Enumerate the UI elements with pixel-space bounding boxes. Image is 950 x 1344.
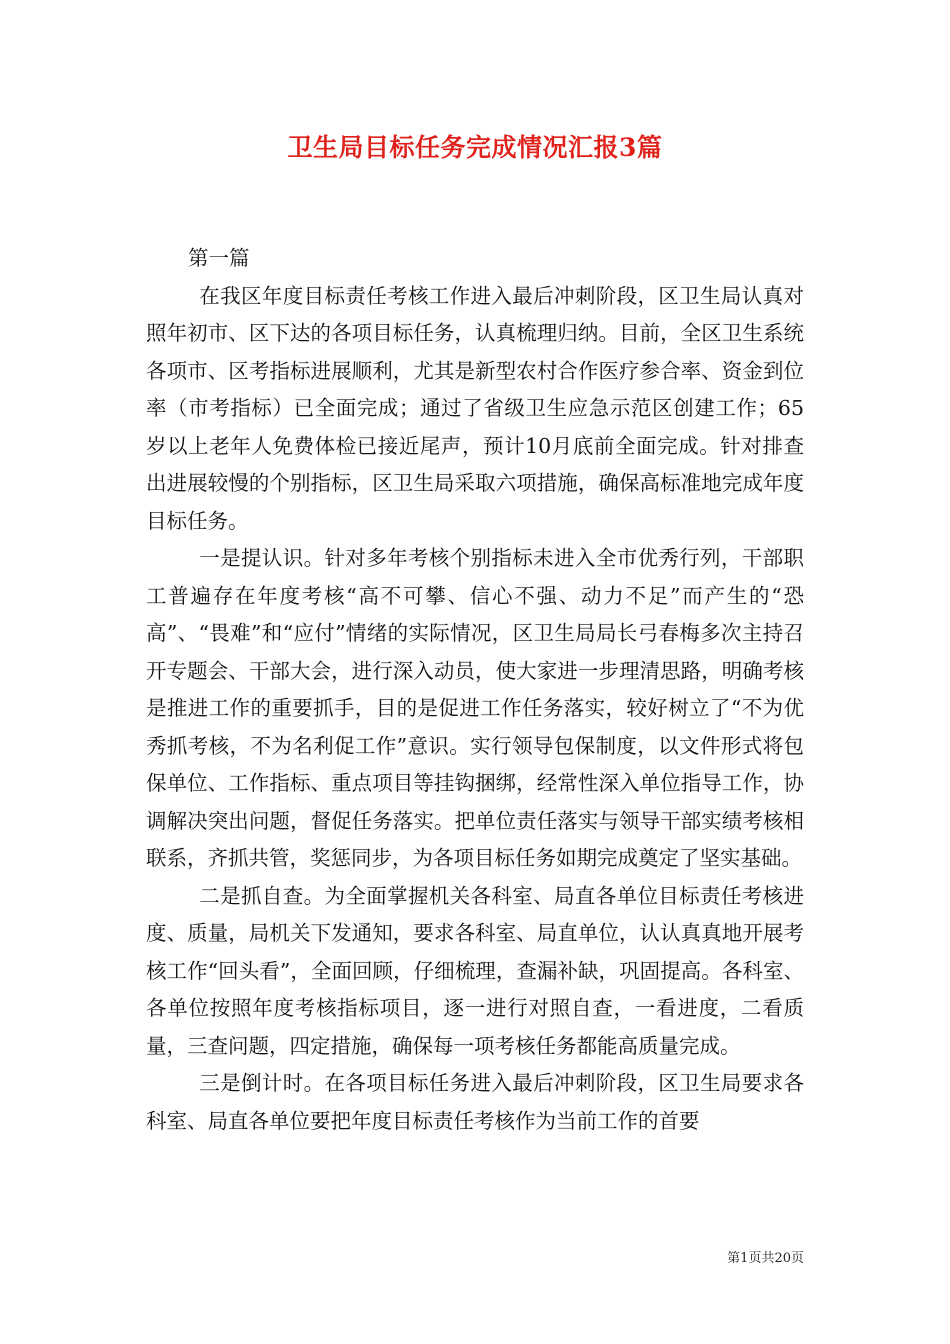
paragraph-measure-1: 一是提认识。针对多年考核个别指标未进入全市优秀行列，干部职工普遍存在年度考核“高不可攀、信心不强、动力不足”而产生的“恐高”、“畏难”和“应付”情绪的实际情况，区卫生局局长弓春梅多次主持召开专题会、干部大会，进行深入动员，使大家进一步理清思路，明确考核是推进工作的重要抓手，目的是促进工作任务落实，较好树立了“不为优秀抓考核，不为名利促工作”意识。实行领导包保制度，以文件形式将包保单位、工作指标、重点项目等挂钩捆绑，经常性深入单位指导工作，协调解决突出问题，督促任务落实。把单位责任落实与领导干部实绩考核相联系，齐抓共管，奖惩同步，为各项目标任务如期完成奠定了坚实基础。 [146, 546, 804, 870]
document-title: 卫生局目标任务完成情况汇报3篇 [287, 133, 663, 162]
paragraph-measure-3: 三是倒计时。在各项目标任务进入最后冲刺阶段，区卫生局要求各科室、局直各单位要把年度目标责任考核作为当前工作的首要 [146, 1071, 804, 1133]
document-body [146, 240, 804, 1140]
paragraph-intro: 在我区年度目标责任考核工作进入最后冲刺阶段，区卫生局认真对照年初市、区下达的各项目标任务，认真梳理归纳。目前，全区卫生系统各项市、区考指标进展顺利，尤其是新型农村合作医疗参合率、资金到位率（市考指标）已全面完成；通过了省级卫生应急示范区创建工作；65岁以上老年人免费体检已接近尾声，预计10月底前全面完成。针对排查出进展较慢的个别指标，区卫生局采取六项措施，确保高标准地完成年度目标任务。 [146, 283, 804, 533]
section-heading: 第一篇 [188, 246, 250, 270]
paragraph-measure-2: 二是抓自查。为全面掌握机关各科室、局直各单位目标责任考核进度、质量，局机关下发通知，要求各科室、局直单位，认认真真地开展考核工作“回头看”，全面回顾，仔细梳理，查漏补缺，巩固提高。各科室、各单位按照年度考核指标项目，逐一进行对照自查，一看进度，二看质量，三查问题，四定措施，确保每一项考核任务都能高质量完成。 [146, 883, 804, 1058]
page-number: 第1页共20页 [727, 1251, 804, 1266]
